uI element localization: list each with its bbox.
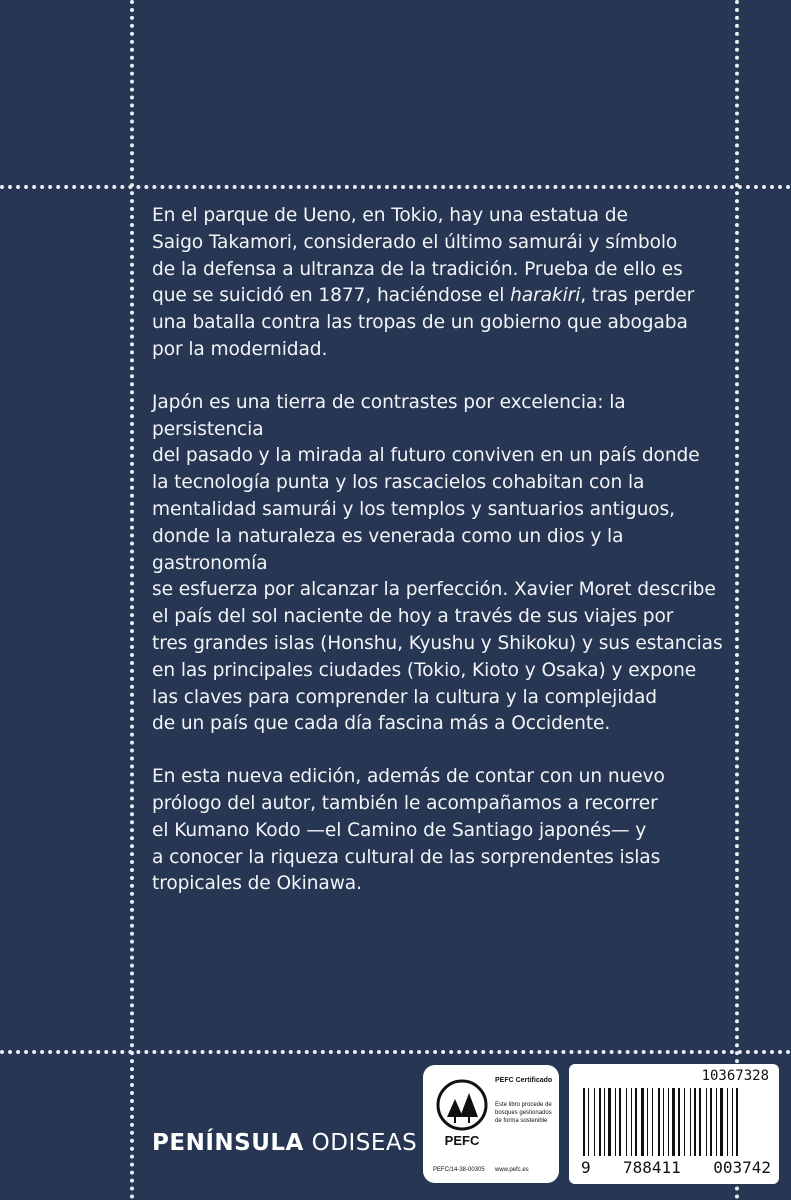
- text-line: por la modernidad.: [152, 338, 328, 360]
- paragraph-new-edition: [152, 764, 742, 898]
- text-line: a conocer la riqueza cultural de las sorprendentes islas: [152, 846, 661, 868]
- text-line: prólogo del autor, también le acompañamos a recorrer: [152, 792, 658, 814]
- text-line: de un país que cada día fascina más a Occidente.: [152, 713, 611, 735]
- pefc-code: PEFC/14-38-00305: [433, 1167, 485, 1173]
- isbn-barcode: [569, 1064, 779, 1184]
- isbn-group-right: 003742: [713, 1158, 771, 1177]
- barcode-bars: [581, 1088, 771, 1156]
- dotted-line-left: [130, 0, 134, 1200]
- pefc-website: www.pefc.es: [495, 1167, 529, 1173]
- publisher-logo: [152, 1130, 417, 1156]
- text-line: Saigo Takamori, considerado el último samurái y símbolo: [152, 231, 678, 253]
- text-line: que se suicidó en 1877, haciéndose el: [152, 285, 511, 307]
- isbn-prefix: 9: [581, 1158, 591, 1177]
- text-line: tropicales de Okinawa.: [152, 873, 362, 895]
- paragraph-intro: [152, 203, 742, 364]
- text-line: En el parque de Ueno, en Tokio, hay una estatua de: [152, 205, 628, 226]
- text-line: del pasado y la mirada al futuro conviven en un país donde: [152, 445, 700, 467]
- product-code: 10367328: [701, 1068, 769, 1084]
- pefc-tree-icon: [433, 1077, 491, 1149]
- pefc-description: Este libro procede de bosques gestionados de forma sostenible: [495, 1102, 552, 1124]
- text-line: se esfuerza por alcanzar la perfección. Xavier Moret describe: [152, 579, 716, 601]
- text-line: Japón es una tierra de contrastes por excelencia: la persistencia: [152, 391, 626, 440]
- text-line: el país del sol naciente de hoy a través de sus viajes por: [152, 606, 674, 628]
- text-line: , tras perder: [580, 285, 695, 307]
- dotted-line-bottom: [0, 1050, 791, 1054]
- text-line: de la defensa a ultranza de la tradición. Prueba de ello es: [152, 258, 683, 280]
- text-line: donde la naturaleza es venerada como un dios y la gastronomía: [152, 525, 624, 574]
- isbn-number: [581, 1158, 771, 1177]
- text-line: tres grandes islas (Honshu, Kyushu y Shikoku) y sus estancias: [152, 632, 723, 654]
- text-line: mentalidad samurái y los templos y santuarios antiguos,: [152, 498, 675, 520]
- text-line: la tecnología punta y los rascacielos cohabitan con la: [152, 472, 645, 494]
- isbn-group-left: 788411: [623, 1158, 681, 1177]
- italic-term: harakiri: [510, 285, 581, 307]
- text-line: en las principales ciudades (Tokio, Kioto y Osaka) y expone: [152, 659, 697, 681]
- dotted-line-top: [0, 185, 791, 189]
- back-cover-blurb: [152, 203, 742, 924]
- publisher-series: ODISEAS: [311, 1130, 418, 1156]
- text-line: el Kumano Kodo —el Camino de Santiago japonés— y: [152, 819, 647, 841]
- text-line: una batalla contra las tropas de un gobierno que abogaba: [152, 312, 688, 334]
- publisher-brand: PENÍNSULA: [152, 1130, 304, 1156]
- text-line: las claves para comprender la cultura y la complejidad: [152, 686, 658, 708]
- pefc-logo-text: PEFC: [444, 1133, 480, 1148]
- text-line: En esta nueva edición, además de contar con un nuevo: [152, 766, 665, 788]
- pefc-certified-label: PEFC Certificado: [495, 1077, 553, 1084]
- pefc-certification: [423, 1065, 559, 1183]
- paragraph-description: [152, 390, 742, 738]
